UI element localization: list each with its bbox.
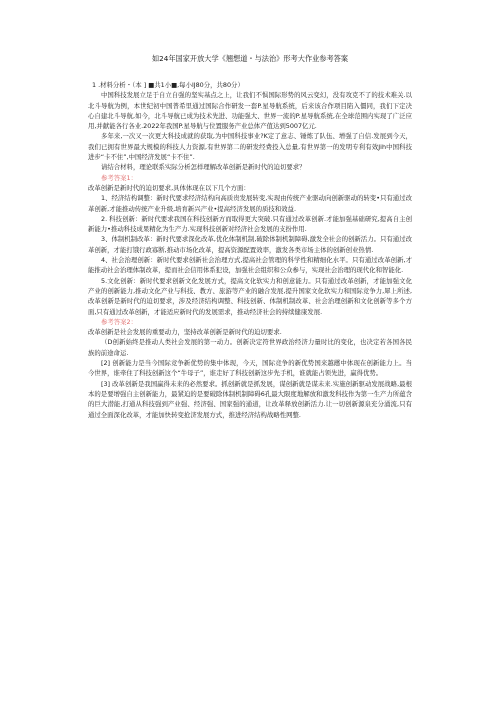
material-paragraph-1: 中国科技发展立足于自立自强的坚实基点之上，让我们不惧国际形势的风云变幻，没有攻克不了的技术难关.以北斗导航为例，本世纪初中国普希里通过国际合作研发一套P.星导航系统，后来该合作项目陷入僵同，我们下定决心自建北斗导航,如今，北斗导航已成为技术先进、功能强大、世界一流的P.星导航系统,在全球范围内实现了广泛应用,并献能各行各业.2022年我国P.星导航与位置服务产业总体产值达到5007亿元. [88, 91, 412, 131]
material-question: 请结合材料，理论联系实际分析怎样理解改革创新是新时代的迫切要求？ [101, 163, 306, 172]
material-paragraph-2: 多年来,一次又一次更大科技成就的获取,为中国科技事业?K定了意志、锤炼了队伍、增强了自信.发展到今天，我们已拥有世界最大规模的科技人力资源,有世界第二的研发经费投入总量,有世界第一的发明专利有效Jih中国科技进步“卡不住”,中国经济发展“卡不住”. [88, 132, 412, 162]
answer2-label: 参考答案2： [101, 317, 138, 326]
answer2-intro: 改革创新是社会发展的重要动力，坚持改革创新是新时代的迫切要求. [88, 328, 282, 337]
answer2-point-2: [2] 创新能力是当今国际竞争新优势的集中体现，今天，国际竞争的新优势国来越䨸中体现在创新能力上。当今世界，谁牵住了科技创新这个“牛母子”，谁走好了科技创新这步先手机，谁就能占领先进，赢得优势。 [88, 359, 412, 378]
answer1-point-1: 1、经济结构调整：新时代要求经济结构向高质贵发展转变,实现由传统产业驱动向创新驱动的转变•只有通过改革创新,才能推动传统产业升级,培育新兴产业•提高经济发展的质技和效益. [88, 194, 412, 213]
answer1-point-2: 2. 科技创新：新时代要求我国在科技创新方而取得更大突破.只有通过改革创新.才能加强基础研究,提高自主创新能力•推动科技成果精化为生产力.实现科技创新对经济社会发展的支扮作用. [88, 214, 412, 234]
answer1-intro: 改革创新是新时代的迫切要求,具体体现在以下几个方面： [88, 183, 250, 192]
document-title: 如24年国家开放大学《翘想道・与法治》形考大作业参考答案 [151, 54, 349, 63]
answer1-point-4: 4、社会治理创新：新时代要求创新社会治理方式,提高社会管理的科学性和精细化水平。只有通过改革创新,才能推动社会治理体制改革，提而社会信用体系犯设，加强社会组织和公众参与，实现社会治理的现代化和智能化. [88, 256, 412, 275]
question-header: 1 .材料分析・（本 ] ■共1小■,每小lJ80分，共80分） [92, 81, 244, 89]
answer1-label: 参考答案1： [101, 173, 138, 182]
answer2-point-3: [3] 改革创新是我国赢得未来的必然要求。抓创新就是抓发展，谋创新就是谋未来.实施创新驱动发展战略,最根本的是要增强自主创新能力，最紧迫的是要破除体制机制障碍6孔最大限度地解放和激发科技作为第一生产力所蕴含的巨大潜能,打通从科技强到产业强、经济强、国家强的通道，让改革释放创新活力.让一切创新源泉充分涌流,只有通过全面深化改革，才能加快转变抢济发展方式，推进经济结构战略性网整. [88, 379, 412, 419]
answer1-point-5: 5.文化创新：新时代要求创新文化发展方式，提高文化软实力和创意能力。只有通过改革创新，才能加强文化产业的创新能力,推动文化产业与科技、教方、旅游等产业的融合发展,提升国家文化软实力和国际竞争力,犀上所述,改革创新是新时代的迫切要求，涉及经济结构调整、科技创新、体制机制改革、社会治理创新和文化创新等多个方面,只有通过改革创新，才能适应新时代的发展需求，推动经济社会的持续健康发展. [88, 276, 412, 316]
answer1-point-3: 3、体制机制改革：新时代要求深化改革,优化体制机制,破除体制机制障碍,激发全社会的创新活力。只有通过改革创新，才能打饿行政寡断,推动市场化改革，提高资源配置效率，激发各类市场主体的创新创业热情. [88, 235, 412, 254]
answer2-point-1: （D创新始终是推动人类社会发展的第一动力。创新决定符世界政治经济力量时比的变化，也决定若各国各民族的前途命运. [88, 338, 412, 357]
